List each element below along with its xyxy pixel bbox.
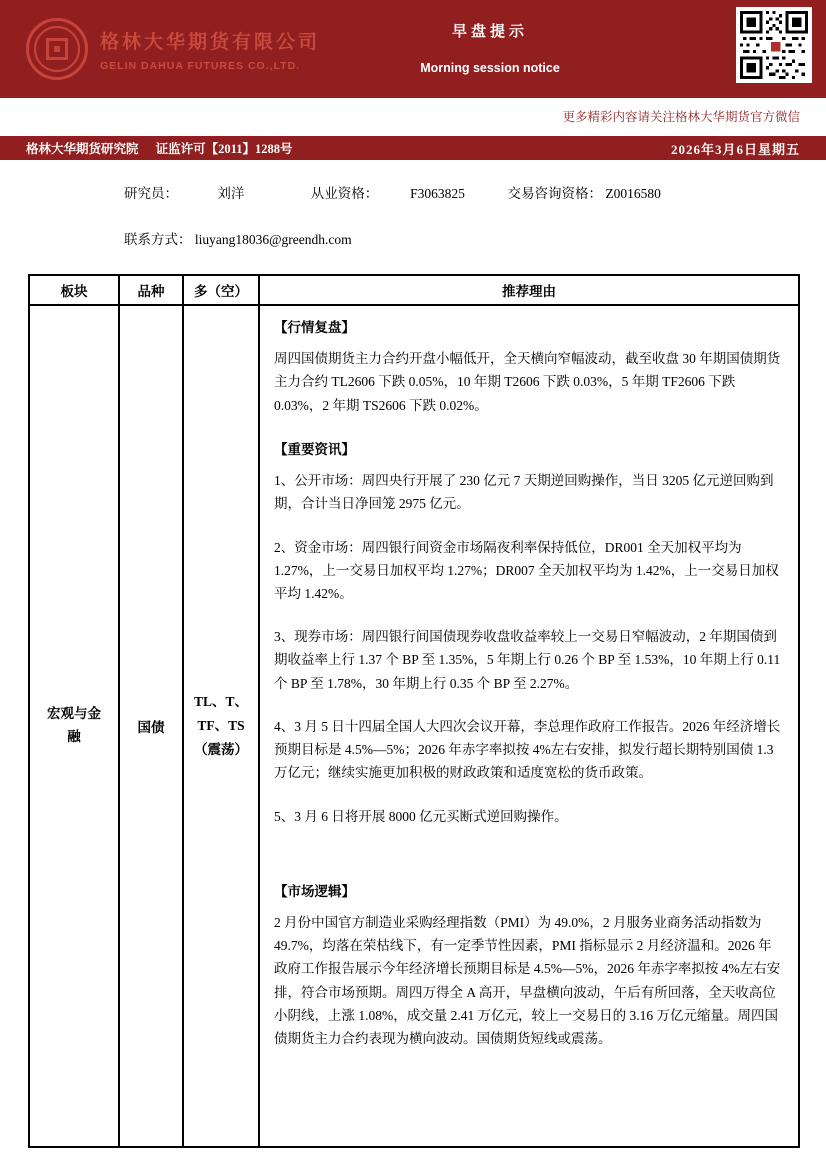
reason-paragraph: 4、3 月 5 日十四届全国人大四次会议开幕，李总理作政府工作报告。2026 年经济增长预期目标是 4.5%—5%；2026 年赤字率拟按 4%左右安排，拟发行超长期特别国债 1.3 万亿元；继续实施更加积极的财政政策和适度宽松的货币政策。 (274, 718, 781, 781)
researcher-block (124, 182, 826, 248)
license-number: 证监许可【2011】1288号 (155, 142, 293, 156)
position-line: TF、TS (197, 717, 245, 733)
sector-text: 宏观与金融 (47, 706, 101, 744)
company-name-en: GELIN DAHUA FUTURES CO.,LTD. (100, 59, 301, 72)
logo-seal-glyph (46, 38, 68, 60)
cert-label: 从业资格： (310, 186, 379, 201)
contact-line (124, 228, 826, 248)
notice-title-block (360, 20, 620, 75)
institute-license (26, 139, 306, 157)
company-names (100, 27, 320, 72)
notice-title-cn: 早盘提示 (451, 23, 528, 40)
top-banner (0, 0, 826, 98)
researcher-name: 刘洋 (217, 186, 245, 201)
cell-position (183, 305, 259, 1147)
position-line: （震荡） (194, 742, 248, 758)
position-line: TL、T、 (193, 693, 248, 709)
reason-paragraph: 2 月份中国官方制造业采购经理指数（PMI）为 49.0%，2 月服务业商务活动指数为 49.7%，均落在荣枯线下，有一定季节性因素，PMI 指标显示 2 月经济温和。2026 年政府工作报告展示今年经济增长预期目标是 4.5%—5%，2026 年赤字率拟按 4%左右安排，符合市场预期。周四万得全 A 高开，早盘横向波动，午后有所回落，全天收高位小阴线，上涨 1.08%，成交量 2.41 万亿元，较上一交易日的 3.16 万亿元缩量。周四国债期货主力合约表现为横向波动。国债期货短线或震荡。 (274, 914, 781, 1047)
header-reason: 推荐理由 (259, 275, 799, 305)
contact-email: liuyang18036@greendh.com (194, 232, 352, 247)
section-heading-news: 【重要资讯】 (274, 441, 355, 457)
company-logo-icon (26, 18, 88, 80)
subheader-bar (0, 136, 826, 160)
table-row (29, 305, 799, 1147)
table-header-row (29, 275, 799, 305)
notice-title-en: Morning session notice (420, 61, 560, 75)
researcher-line (124, 182, 826, 202)
header-position: 多（空） (183, 275, 259, 305)
reason-paragraph: 周四国债期货主力合约开盘小幅低开，全天横向窄幅波动，截至收盘 30 年期国债期货主力合约 TL2606 下跌 0.05%，10 年期 T2606 下跌 0.03%，5 年期 TF2606 下跌 0.03%，2 年期 TS2606 下跌 0.02%。 (274, 351, 781, 413)
reason-paragraph: 3、现券市场：周四银行间国债现券收盘收益率较上一交易日窄幅波动，2 年期国债到期收益率上行 1.37 个 BP 至 1.35%，5 年期上行 0.26 个 BP 至 1.53%，10 年期上行 0.11 个 BP 至 1.78%，30 年期上行 0.35 个 BP 至 2.27%。 (274, 629, 781, 691)
contact-label: 联系方式： (124, 232, 192, 247)
cell-reason (259, 305, 799, 1147)
wechat-tip-text: 更多精彩内容请关注格林大华期货官方微信 (562, 110, 800, 124)
researcher-label: 研究员： (124, 186, 178, 201)
advisor-number: Z0016580 (605, 186, 661, 201)
company-logo-block (26, 18, 320, 80)
institute-name: 格林大华期货研究院 (26, 142, 139, 156)
advisor-label: 交易咨询资格： (507, 186, 602, 201)
header-sector: 板块 (29, 275, 119, 305)
reason-paragraph: 2、资金市场：周四银行间资金市场隔夜利率保持低位，DR001 全天加权平均为 1.27%，上一交易日加权平均 1.27%；DR007 全天加权平均为 1.42%，上一交易日加权平均 1.42%。 (274, 539, 779, 601)
section-heading-review: 【行情复盘】 (274, 320, 355, 335)
header-variety: 品种 (119, 275, 183, 305)
cell-variety (119, 305, 183, 1147)
report-date: 2026年3月6日星期五 (670, 141, 800, 157)
variety-text: 国债 (137, 720, 165, 735)
cert-number: F3063825 (410, 186, 465, 201)
recommendation-table (28, 274, 800, 1148)
reason-paragraph: 5、3 月 6 日将开展 8000 亿元买断式逆回购操作。 (274, 808, 568, 824)
cell-sector (29, 305, 119, 1147)
section-heading-logic: 【市场逻辑】 (274, 883, 355, 899)
reason-paragraph: 1、公开市场：周四央行开展了 230 亿元 7 天期逆回购操作，当日 3205 亿元逆回购到期，合计当日净回笼 2975 亿元。 (274, 473, 774, 512)
company-name-cn: 格林大华期货有限公司 (100, 31, 321, 53)
qr-code-icon (736, 7, 812, 83)
